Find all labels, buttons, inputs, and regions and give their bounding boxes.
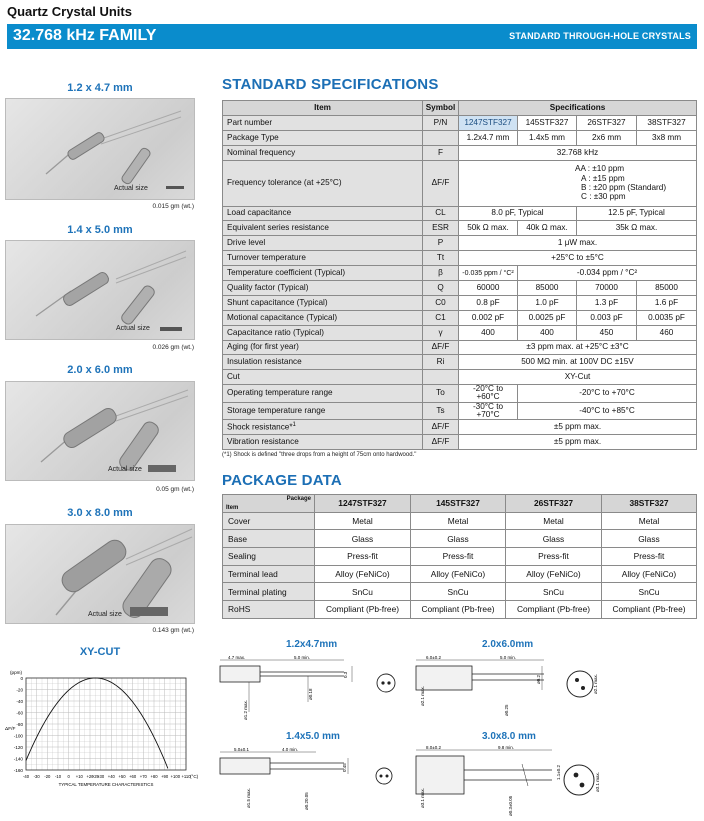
row-vibration-resistance: [223, 434, 697, 449]
row-label: Quality factor (Typical): [223, 281, 423, 296]
pkg-cell: SnCu: [411, 583, 506, 601]
cell: -20°C to +70°C: [518, 385, 697, 402]
x-tick-label: -40: [22, 774, 30, 779]
y-tick-label: -40: [16, 699, 23, 704]
row-symbol: γ: [423, 325, 459, 340]
dim-text: 6.0±0.2: [426, 655, 441, 660]
cell: 50k Ω max.: [459, 221, 518, 236]
xy-cut-chart: [2, 660, 202, 796]
spec-table: [222, 100, 697, 450]
pkg-label: Terminal lead: [223, 565, 315, 583]
row-label: Storage temperature range: [223, 402, 423, 419]
tol-aa: AA : ±10 ppm: [575, 164, 625, 174]
drawing-title-3: 1.4x5.0 mm: [286, 731, 340, 742]
row-label: Drive level: [223, 236, 423, 251]
row-label: Nominal frequency: [223, 145, 423, 160]
shock-label: Shock resistance*: [227, 422, 293, 432]
pkg-row-sealing: [223, 548, 697, 566]
row-label: Capacitance ratio (Typical): [223, 325, 423, 340]
x-tick-label: +100: [170, 774, 181, 779]
x-tick-label: -20: [44, 774, 51, 779]
pkg-cell: Press-fit: [411, 548, 506, 566]
y-tick-label: -20: [16, 687, 23, 693]
dim-text: ø0.3±0.05: [508, 795, 513, 816]
actual-size-label-1: Actual size: [114, 185, 148, 192]
end-view-3: [372, 758, 412, 798]
row-cut: [223, 370, 697, 385]
pkg-col: 145STF327: [411, 495, 506, 513]
y-tick-label: -120: [13, 745, 23, 750]
dim-text: ø1.2 max.: [243, 699, 248, 720]
row-storage-temperature: [223, 402, 697, 419]
row-label: Turnover temperature: [223, 251, 423, 266]
dim-text: 4.7 max.: [228, 655, 246, 660]
pkg-cell: Compliant (Pb-free): [506, 601, 602, 619]
row-symbol: Q: [423, 281, 459, 296]
dimension-drawing-2: [412, 652, 562, 724]
dim-text: 4.0 min.: [282, 747, 299, 752]
col-specs: Specifications: [459, 101, 697, 116]
row-label: Motional capacitance (Typical): [223, 310, 423, 325]
package-table: [222, 494, 697, 619]
dim-text: ø3.1 max.: [595, 771, 600, 792]
row-label: Shunt capacitance (Typical): [223, 295, 423, 310]
x-tick-label: +80: [150, 774, 158, 779]
drawing-title-2: 2.0x6.0mm: [482, 639, 534, 650]
x-tick-label: +50: [118, 774, 126, 779]
y-unit-label: (ppm): [10, 670, 22, 675]
weight-4: 0.143 gm (wt.): [152, 627, 194, 634]
cell: XY-Cut: [459, 370, 697, 385]
cell: 0.8 pF: [459, 295, 518, 310]
cell: 1.4x5 mm: [518, 130, 577, 145]
pkg-cell: SnCu: [602, 583, 697, 601]
dimension-drawing-3: [216, 744, 356, 814]
dim-text: ø2.1 max.: [593, 673, 598, 694]
y-tick-label: -80: [16, 722, 23, 727]
x-tick-label: +10: [75, 774, 83, 779]
tolerance-cell: [459, 160, 697, 206]
row-symbol: C1: [423, 310, 459, 325]
pkg-cell: Press-fit: [602, 548, 697, 566]
pkg-cell: Glass: [602, 530, 697, 548]
pkg-col: 1247STF327: [315, 495, 411, 513]
cell: 450: [577, 325, 637, 340]
cell: 0.0025 pF: [518, 310, 577, 325]
cell: 1.0 pF: [518, 295, 577, 310]
pkg-cell: SnCu: [506, 583, 602, 601]
cell: 1.3 pF: [577, 295, 637, 310]
cell: 500 MΩ min. at 100V DC ±15V: [459, 355, 697, 370]
row-shock-resistance: [223, 420, 697, 435]
family-banner: [7, 24, 697, 49]
weight-1: 0.015 gm (wt.): [152, 203, 194, 210]
row-symbol: CL: [423, 206, 459, 221]
cell: 3x8 mm: [637, 130, 697, 145]
dim-text: ø2.1 max.: [420, 685, 425, 706]
cell: 8.0 pF, Typical: [459, 206, 577, 221]
actual-size-label-2: Actual size: [116, 325, 150, 332]
pkg-cell: Metal: [411, 512, 506, 530]
cell: 1.6 pF: [637, 295, 697, 310]
photo-caption-3: 2.0 x 6.0 mm: [67, 364, 133, 376]
cell: 85000: [518, 281, 577, 296]
cell: 1.2x4.7 mm: [459, 130, 518, 145]
cell: 35k Ω max.: [577, 221, 697, 236]
row-symbol: F: [423, 145, 459, 160]
cell: 0.0035 pF: [637, 310, 697, 325]
tol-a: A : ±15 ppm: [581, 173, 625, 183]
photo-caption-4: 3.0 x 8.0 mm: [67, 507, 133, 519]
dim-text: ø0.25: [504, 704, 509, 716]
corner-item: Item: [226, 504, 239, 511]
tol-c: C : ±30 ppm: [581, 192, 626, 202]
row-label: [223, 420, 423, 435]
pkg-col: 26STF327: [506, 495, 602, 513]
tol-b: B : ±20 ppm (Standard): [581, 183, 667, 193]
row-symbol: ΔF/F: [423, 160, 459, 206]
row-shunt-capacitance: [223, 295, 697, 310]
row-symbol: To: [423, 385, 459, 402]
cell: 400: [518, 325, 577, 340]
x-tick-label: +30: [97, 774, 105, 779]
row-label: Vibration resistance: [223, 434, 423, 449]
row-symbol: Tt: [423, 251, 459, 266]
row-symbol: Ri: [423, 355, 459, 370]
specs-title: STANDARD SPECIFICATIONS: [222, 76, 439, 93]
pkg-cell: SnCu: [315, 583, 411, 601]
row-motional-capacitance: [223, 310, 697, 325]
dim-text: 1.1±0.2: [556, 765, 561, 780]
cell: 38STF327: [637, 115, 697, 130]
weight-2: 0.026 gm (wt.): [152, 344, 194, 351]
y-tick-label: 0: [20, 676, 23, 681]
drawing-title-1: 1.2x4.7mm: [286, 639, 338, 650]
x-tick-label: +25: [91, 774, 99, 779]
cell: -40°C to +85°C: [518, 402, 697, 419]
row-label: Part number: [223, 115, 423, 130]
row-capacitance-ratio: [223, 325, 697, 340]
dim-text: ø0.2: [536, 674, 541, 684]
cell: 32.768 kHz: [459, 145, 697, 160]
section-label: Quartz Crystal Units: [7, 4, 132, 19]
dimension-drawing-4: [412, 744, 562, 816]
package-corner: [223, 495, 315, 513]
cell: 0.002 pF: [459, 310, 518, 325]
shock-footnote: (*1) Shock is defined "three drops from a height of 75cm onto hardwood.": [222, 452, 417, 458]
pkg-row-terminal-lead: [223, 565, 697, 583]
actual-size-label-4: Actual size: [88, 611, 122, 618]
col-item: Item: [223, 101, 423, 116]
cell: 1 μW max.: [459, 236, 697, 251]
pkg-cell: Alloy (FeNiCo): [602, 565, 697, 583]
row-turnover-temperature: [223, 251, 697, 266]
crystal-photo-4: [5, 524, 195, 624]
family-subtitle: STANDARD THROUGH-HOLE CRYSTALS: [509, 31, 691, 41]
y-axis-label: ΔF/F: [5, 727, 16, 732]
pkg-label: Base: [223, 530, 315, 548]
cell: 2x6 mm: [577, 130, 637, 145]
x-tick-label: +40: [107, 774, 115, 779]
row-symbol: ΔF/F: [423, 434, 459, 449]
end-view-2b: [564, 664, 604, 704]
dim-text: 0.3: [343, 671, 348, 678]
cell: -0.034 ppm / °C²: [518, 266, 697, 281]
pkg-col: 38STF327: [602, 495, 697, 513]
cell: 12.5 pF, Typical: [577, 206, 697, 221]
cell: ±5 ppm max.: [459, 434, 697, 449]
cell: 460: [637, 325, 697, 340]
x-axis-label: TYPICAL TEMPERATURE CHARACTERISTICS: [58, 782, 154, 787]
pkg-cell: Alloy (FeNiCo): [315, 565, 411, 583]
x-tick-label: +60: [129, 774, 137, 779]
pkg-cell: Compliant (Pb-free): [315, 601, 411, 619]
row-symbol: Ts: [423, 402, 459, 419]
row-symbol: P/N: [423, 115, 459, 130]
cell: 145STF327: [518, 115, 577, 130]
shock-footnote-mark: 1: [292, 422, 296, 429]
dim-text: 0.45: [342, 763, 347, 772]
y-tick-label: -100: [13, 733, 23, 739]
cell: -20°C to +60°C: [459, 385, 518, 402]
pkg-cell: Alloy (FeNiCo): [411, 565, 506, 583]
cell: 70000: [577, 281, 637, 296]
x-tick-label: 0: [67, 774, 70, 779]
cell: 40k Ω max.: [518, 221, 577, 236]
row-part-number: [223, 115, 697, 130]
cell: 26STF327: [577, 115, 637, 130]
cell: +25°C to ±5°C: [459, 251, 697, 266]
pkg-row-cover: [223, 512, 697, 530]
dimension-drawing-1: [216, 652, 356, 722]
pkg-row-base: [223, 530, 697, 548]
cell: ±5 ppm max.: [459, 420, 697, 435]
row-label: Equivalent series resistance: [223, 221, 423, 236]
row-label: Cut: [223, 370, 423, 385]
pkg-cell: Press-fit: [315, 548, 411, 566]
cell: 60000: [459, 281, 518, 296]
x-tick-label: +110: [181, 774, 191, 779]
pkg-cell: Compliant (Pb-free): [411, 601, 506, 619]
row-symbol: P: [423, 236, 459, 251]
pkg-label: Terminal plating: [223, 583, 315, 601]
cell: 0.003 pF: [577, 310, 637, 325]
dim-text: 8.0±0.2: [426, 745, 441, 750]
row-symbol: C0: [423, 295, 459, 310]
y-tick-label: -60: [16, 710, 23, 716]
y-tick-label: -160: [13, 768, 23, 773]
pkg-cell: Glass: [411, 530, 506, 548]
pkg-cell: Alloy (FeNiCo): [506, 565, 602, 583]
pkg-label: Cover: [223, 512, 315, 530]
pkg-cell: Metal: [315, 512, 411, 530]
pkg-cell: Compliant (Pb-free): [602, 601, 697, 619]
dim-text: ø0.20.05: [304, 792, 309, 810]
cell: 85000: [637, 281, 697, 296]
corner-package: Package: [286, 496, 311, 502]
row-nominal-frequency: [223, 145, 697, 160]
package-title: PACKAGE DATA: [222, 472, 342, 489]
pkg-label: Sealing: [223, 548, 315, 566]
x-tick-label: +70: [139, 774, 147, 779]
row-label: Aging (for first year): [223, 340, 423, 355]
row-symbol: ΔF/F: [423, 420, 459, 435]
crystal-photo-2: [5, 240, 195, 340]
crystal-photo-1: [5, 98, 195, 200]
row-frequency-tolerance: [223, 160, 697, 206]
pkg-label: RoHS: [223, 601, 315, 619]
row-symbol: β: [423, 266, 459, 281]
row-operating-temperature: [223, 385, 697, 402]
row-insulation-resistance: [223, 355, 697, 370]
family-title: 32.768 kHz FAMILY: [13, 27, 157, 44]
cell: 1247STF327: [459, 115, 518, 130]
y-tick-label: -140: [13, 756, 23, 762]
chart-title: XY-CUT: [79, 646, 121, 658]
end-view-4: [560, 758, 604, 804]
actual-size-label-3: Actual size: [108, 466, 142, 473]
x-tick-label: -10: [54, 774, 62, 779]
row-symbol: ΔF/F: [423, 340, 459, 355]
dim-text: 5.0±0.1: [234, 747, 249, 752]
weight-3: 0.05 gm (wt.): [156, 486, 194, 493]
x-tick-label: +90: [161, 774, 169, 779]
row-esr: [223, 221, 697, 236]
x-tick-label: -30: [33, 774, 40, 779]
row-load-capacitance: [223, 206, 697, 221]
row-label: Insulation resistance: [223, 355, 423, 370]
cell: -0.035 ppm / °C²: [459, 266, 518, 281]
pkg-cell: Metal: [602, 512, 697, 530]
crystal-photo-3: [5, 381, 195, 481]
col-symbol: Symbol: [423, 101, 459, 116]
pkg-row-terminal-plating: [223, 583, 697, 601]
row-label: Package Type: [223, 130, 423, 145]
row-label: Temperature coefficient (Typical): [223, 266, 423, 281]
row-package-type: [223, 130, 697, 145]
dim-text: 5.0 min.: [294, 655, 311, 660]
row-symbol: [423, 130, 459, 145]
row-quality-factor: [223, 281, 697, 296]
row-label: Load capacitance: [223, 206, 423, 221]
cell: 400: [459, 325, 518, 340]
row-symbol: [423, 370, 459, 385]
row-label: Operating temperature range: [223, 385, 423, 402]
photo-caption-1: 1.2 x 4.7 mm: [67, 82, 133, 94]
photo-caption-2: 1.4 x 5.0 mm: [67, 224, 133, 236]
row-drive-level: [223, 236, 697, 251]
x-tick-label: +20: [86, 774, 94, 779]
dim-text: ø3.1 max.: [420, 787, 425, 808]
row-label: Frequency tolerance (at +25°C): [223, 160, 423, 206]
pkg-row-rohs: [223, 601, 697, 619]
row-temperature-coefficient: [223, 266, 697, 281]
dim-text: ø1.5 max.: [246, 787, 251, 808]
cell: -30°C to +70°C: [459, 402, 518, 419]
row-symbol: ESR: [423, 221, 459, 236]
dim-text: ø0.18: [308, 688, 313, 700]
pkg-cell: Press-fit: [506, 548, 602, 566]
cell: ±3 ppm max. at +25°C ±3°C: [459, 340, 697, 355]
pkg-cell: Metal: [506, 512, 602, 530]
x-unit-label: (°C): [190, 774, 199, 779]
dim-text: 5.0 min.: [500, 655, 517, 660]
row-aging: [223, 340, 697, 355]
drawing-title-4: 3.0x8.0 mm: [482, 731, 536, 742]
pkg-cell: Glass: [506, 530, 602, 548]
dim-text: 9.8 min.: [498, 745, 515, 750]
pkg-cell: Glass: [315, 530, 411, 548]
